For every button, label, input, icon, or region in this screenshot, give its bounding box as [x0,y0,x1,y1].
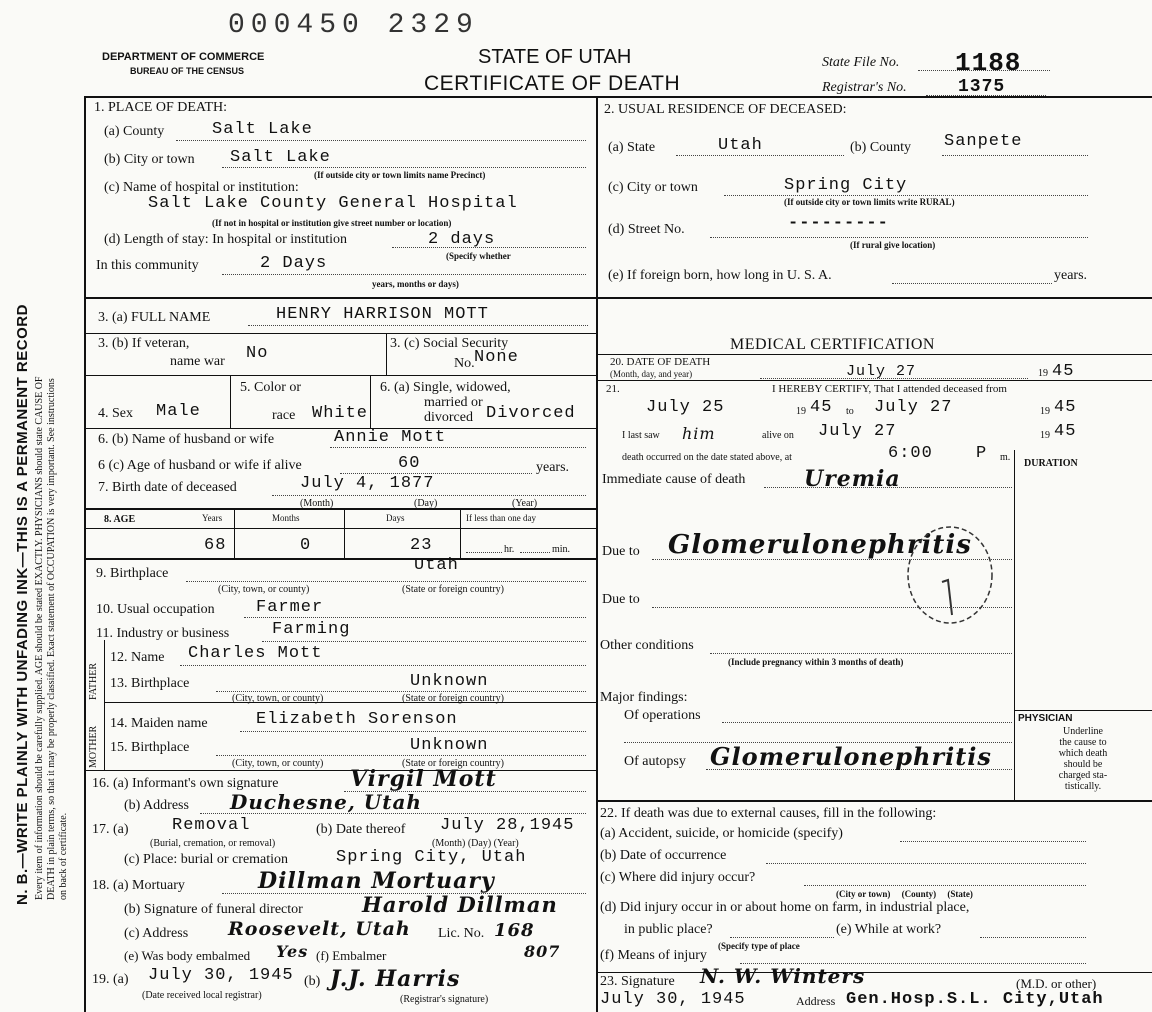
mother-name-value: Elizabeth Sorenson [256,710,458,729]
mother-birth-value: Unknown [410,736,489,755]
department: DEPARTMENT OF COMMERCE [102,51,265,63]
age-less-header: If less than one day [466,513,536,523]
ext-c-note: (City or town) (County) (State) [836,889,973,899]
county-dots [176,140,586,141]
full-name-value: HENRY HARRISON MOTT [276,305,489,324]
ext-c-label: (c) Where did injury occur? [600,870,756,885]
mother-side-label: MOTHER [88,725,99,768]
burial-note: (Burial, cremation, or removal) [150,838,276,849]
burial-date-value: July 28,1945 [440,816,575,835]
stay-label: (d) Length of stay: In hospital or institution [104,232,348,247]
age-months-header: Months [272,513,300,523]
license-value: 168 [494,920,535,941]
min-dots [520,552,550,553]
full-name-label: 3. (a) FULL NAME [98,310,211,325]
mortuary-label: 18. (a) Mortuary [92,878,185,893]
burial-value: Removal [172,816,251,835]
ext-b-label: (b) Date of occurrence [600,848,727,863]
embalmer-label: (f) Embalmer [316,948,387,963]
ext-f-label: (f) Means of injury [600,948,707,963]
res-city-value: Spring City [784,176,908,195]
margin-line-4: on back of certificate. [58,812,69,900]
physician-note-line: Underline [1063,726,1103,737]
street-note: (If rural give location) [850,240,936,250]
other-dots [710,653,1012,654]
to-year: 45 [1054,398,1077,417]
vet-bottom [84,375,596,376]
last-saw-date: July 27 [818,422,897,441]
funeral-address-label: (c) Address [124,926,189,941]
color-label-1: 5. Color or [240,380,302,395]
res-city-dots [724,195,1088,196]
spouse-age-value: 60 [398,454,421,473]
birthplace-dots [186,581,586,582]
father-side-label: FATHER [88,662,99,700]
mother-name-dots [240,731,586,732]
birthplace-value: Utah [414,556,459,575]
registrar-signature: J.J. Harris [330,966,461,992]
occupation-label: 10. Usual occupation [96,602,215,617]
street-label: (d) Street No. [608,222,685,237]
age-col-3 [460,509,461,559]
place-of-death-heading: 1. PLACE OF DEATH: [94,100,228,115]
informant-address-label: (b) Address [124,798,189,813]
birthdate-value: July 4, 1877 [300,474,435,493]
spouse-age-label: 6 (c) Age of husband or wife if alive [98,458,302,473]
due-to-2-dots [652,607,1012,608]
signature-address-label: Address [796,994,836,1008]
marital-label-1: 6. (a) Single, widowed, [380,380,511,395]
ext-e-label: (e) While at work? [836,922,942,937]
sex-value: Male [156,402,201,421]
ext-c-dots [804,885,1086,886]
dod-value: July 27 [846,363,917,380]
birthdate-label: 7. Birth date of deceased [98,480,237,495]
ampm-value: P [976,444,988,463]
city-note: (If outside city or town limits name Precinct) [314,170,486,180]
age-years-header: Years [202,513,223,523]
burial-date-note: (Month) (Day) (Year) [432,838,519,849]
mother-birth-dots [216,755,586,756]
residence-heading: 2. USUAL RESIDENCE OF DECEASED: [604,102,847,117]
res-city-note: (If outside city or town limits write RURAL) [784,197,955,207]
vet-divider [386,334,387,375]
community-label: In this community [96,258,199,273]
embalmed-value: Yes [276,942,309,961]
of-autopsy-label: Of autopsy [624,754,686,769]
med-bottom [596,800,1152,802]
burial-place-value: Spring City, Utah [336,848,527,867]
autopsy-value: Glomerulonephritis [710,742,992,771]
file-label: State File No. [822,55,900,70]
father-birth-note-1: (City, town, or county) [232,693,324,704]
veteran-label-2: name war [170,354,225,369]
age-days-value: 23 [410,536,433,555]
registrar-label: Registrar's No. [822,80,907,95]
margin-line-2: Every item of information should be carefully supplied. AGE should be stated EXACTLY. PHYSICIANS should state CAUSE OF [34,376,45,900]
community-note: years, months or days) [372,279,459,289]
parents-bottom [84,770,596,771]
industry-label: 11. Industry or business [96,626,230,641]
attended-from: July 25 [646,398,725,417]
attended-to: July 27 [874,398,953,417]
stay-note: (Specify whether [446,251,511,261]
hr-dots [466,552,502,553]
last-saw-him: him [682,424,716,443]
physician-note-line: charged sta- [1058,770,1108,781]
physician-sig-label: 23. Signature [600,974,675,989]
ss-label-1: 3. (c) Social Security [390,336,509,351]
age-col-1 [234,509,235,559]
hospital-label: (c) Name of hospital or institution: [104,180,299,195]
m-label: m. [1000,452,1011,463]
mother-birth-note-1: (City, town, or county) [232,758,324,769]
birthplace-note-1: (City, town, or county) [218,584,310,595]
of-operations-label: Of operations [624,708,701,723]
certify-text: I HEREBY CERTIFY, That I attended deceased from [772,383,1007,395]
ext-d2-dots [730,937,834,938]
father-birth-label: 13. Birthplace [110,676,190,691]
registrar-date-note: (Date received local registrar) [142,990,262,1001]
medical-heading: MEDICAL CERTIFICATION [730,336,935,353]
duration-col [1014,450,1015,800]
burial-place-label: (c) Place: burial or cremation [124,852,289,867]
veteran-value: No [246,344,269,363]
father-birth-note-2: (State or foreign country) [402,693,504,704]
md-or-other: (M.D. or other) [1016,976,1097,991]
age-min: min. [552,544,571,555]
res-state-dots [676,155,844,156]
registrar-sig-label: (b) [304,974,321,989]
duration-header: DURATION [1024,458,1078,469]
circled-cause-mark [900,520,1000,630]
mortuary-value: Dillman Mortuary [258,868,495,894]
marital-value: Divorced [486,404,576,423]
item-21: 21. [606,383,620,395]
spouse-label: 6. (b) Name of husband or wife [98,432,275,447]
ext-a-dots [900,841,1086,842]
due-to-1-label: Due to [602,544,640,559]
community-dots [222,274,586,275]
mother-birth-label: 15. Birthplace [110,740,190,755]
signature-address: Gen.Hosp.S.L. City,Utah [846,990,1104,1009]
birth-day: (Day) [414,498,438,509]
informant-signature: Virgil Mott [350,766,497,792]
physician-top [1014,710,1152,711]
hospital-value: Salt Lake County General Hospital [148,194,518,213]
informant-address: Duchesne, Utah [230,790,422,814]
ext-bottom [596,972,1152,973]
time-value: 6:00 [888,444,933,463]
dod-label: 20. DATE OF DEATH [610,356,711,368]
funeral-director-label: (b) Signature of funeral director [124,902,303,917]
foreign-label: (e) If foreign born, how long in U. S. A. [608,268,832,283]
med-title-bottom [596,354,1152,355]
color-label-2: race [272,408,296,423]
dod-year-prefix: 19 [1038,368,1048,379]
age-head-bottom [84,528,596,529]
burial-label: 17. (a) [92,822,129,837]
marital-label-3: divorced [424,410,473,425]
bureau: BUREAU OF THE CENSUS [130,66,245,76]
alive-on-label: alive on [762,430,794,441]
other-conditions-label: Other conditions [600,638,694,653]
mother-birth-note-2: (State or foreign country) [402,758,504,769]
registrar-item-label: 19. (a) [92,972,129,987]
physician-signature: N. W. Winters [700,964,866,988]
last-year: 45 [1054,422,1077,441]
marital-label-2: married or [424,395,483,410]
from-year-prefix: 19 [796,406,806,417]
city-label: (b) City or town [104,152,195,167]
operations-dots [722,722,1012,723]
immediate-cause-label: Immediate cause of death [602,472,746,487]
physician-note-line: tistically. [1064,781,1102,792]
age-hr: hr. [504,544,515,555]
name-bottom [84,333,596,334]
burial-date-label: (b) Date thereof [316,822,406,837]
birthplace-label: 9. Birthplace [96,566,169,581]
hospital-note: (If not in hospital or institution give street number or location) [212,218,452,228]
res-county-value: Sanpete [944,132,1023,151]
stay-value: 2 days [428,230,496,249]
funeral-address: Roosevelt, Utah [228,918,411,940]
street-dots [710,237,1088,238]
sec1-bottom [84,297,1152,299]
age-label: 8. AGE [104,514,136,525]
funeral-director-signature: Harold Dillman [362,892,558,917]
spouse-age-years: years. [536,460,570,475]
age-days-header: Days [386,513,405,523]
foreign-dots [892,283,1052,284]
occurred-label: death occurred on the date stated above, at [622,452,792,463]
physician-note-line: the cause to [1059,737,1107,748]
spouse-dots [330,447,586,448]
parents-divider [104,640,105,770]
occupation-dots [244,617,586,618]
birthdate-dots [272,495,586,496]
city-value: Salt Lake [230,148,331,167]
physician-note-line: should be [1063,759,1103,770]
signature-date: July 30, 1945 [600,990,746,1009]
ext-d2-label: in public place? [624,922,713,937]
due-to-1-value: Glomerulonephritis [668,530,972,560]
age-bottom [84,558,596,560]
spouse-value: Annie Mott [334,428,447,447]
birth-year: (Year) [512,498,538,509]
dod-note: (Month, day, and year) [610,369,693,379]
to-year-prefix: 19 [1040,406,1050,417]
occupation-value: Farmer [256,598,324,617]
full-name-dots [248,325,588,326]
ss-label-2: No. [454,356,475,371]
county-label: (a) County [104,124,165,139]
father-name-value: Charles Mott [188,644,323,663]
industry-dots [262,641,586,642]
ext-a-label: (a) Accident, suicide, or homicide (specify) [600,826,843,841]
state-heading: STATE OF UTAH [478,46,632,68]
birthplace-note-2: (State or foreign country) [402,584,504,595]
physician-note [1016,726,1150,792]
registrar-no: 1375 [958,77,1006,97]
age-col-2 [344,509,345,559]
community-value: 2 Days [260,254,328,273]
birth-month: (Month) [300,498,334,509]
margin-line-3: DEATH in plain terms, so that it may be properly classified. Exact statement of OCCUPATION is very important. See instructions [46,378,57,900]
father-birth-dots [216,691,586,692]
res-city-label: (c) City or town [608,180,698,195]
serial-number: 000450 2329 [228,10,479,41]
dod-year: 45 [1052,362,1075,381]
license-label: Lic. No. [438,926,485,941]
frame-left [84,96,86,1012]
industry-value: Farming [272,620,351,639]
ext-d2-note: (Specify type of place [718,941,800,951]
father-name-label: 12. Name [110,650,165,665]
parents-mid [104,702,596,703]
state-file-no: 1188 [955,48,1022,78]
res-state-label: (a) State [608,140,656,155]
county-value: Salt Lake [212,120,313,139]
age-years-value: 68 [204,536,227,555]
sex-divider-2 [370,376,371,428]
embalmed-label: (e) Was body embalmed [124,948,251,963]
ext-d-label: (d) Did injury occur in or about home on farm, in industrial place, [600,900,970,915]
sex-label: 4. Sex [98,406,133,421]
major-findings-label: Major findings: [600,690,688,705]
immediate-cause-value: Uremia [804,466,901,492]
external-causes-heading: 22. If death was due to external causes, fill in the following: [600,806,937,821]
physician-heading: PHYSICIAN [1018,713,1073,724]
res-state-value: Utah [718,136,763,155]
to-label: to [846,406,854,417]
registrar-date-value: July 30, 1945 [148,966,294,985]
ss-value: None [474,348,519,367]
age-months-value: 0 [300,536,312,555]
margin-instructions: N. B.—WRITE PLAINLY WITH UNFADING INK—THIS IS A PERMANENT RECORD [14,304,31,905]
father-birth-value: Unknown [410,672,489,691]
color-value: White [312,404,369,423]
registrar-sig-note: (Registrar's signature) [400,994,489,1005]
document-title: CERTIFICATE OF DEATH [424,72,681,95]
mother-name-label: 14. Maiden name [110,716,208,731]
frame-mid-vertical [596,96,598,1012]
sex-divider-1 [230,376,231,428]
last-year-prefix: 19 [1040,430,1050,441]
ext-b-dots [766,863,1086,864]
res-county-label: (b) County [850,140,912,155]
from-year: 45 [810,398,833,417]
last-saw-label: I last saw [622,430,660,441]
father-name-dots [180,665,586,666]
res-county-dots [942,155,1088,156]
foreign-years: years. [1054,268,1088,283]
city-dots [222,167,586,168]
embalmer-no: 807 [524,942,561,961]
street-value: --------- [788,214,889,233]
informant-label: 16. (a) Informant's own signature [92,776,279,791]
other-conditions-note: (Include pregnancy within 3 months of death) [728,657,904,667]
physician-note-line: which death [1058,748,1108,759]
veteran-label-1: 3. (b) If veteran, [98,336,190,351]
ext-e-dots [980,937,1086,938]
due-to-2-label: Due to [602,592,640,607]
